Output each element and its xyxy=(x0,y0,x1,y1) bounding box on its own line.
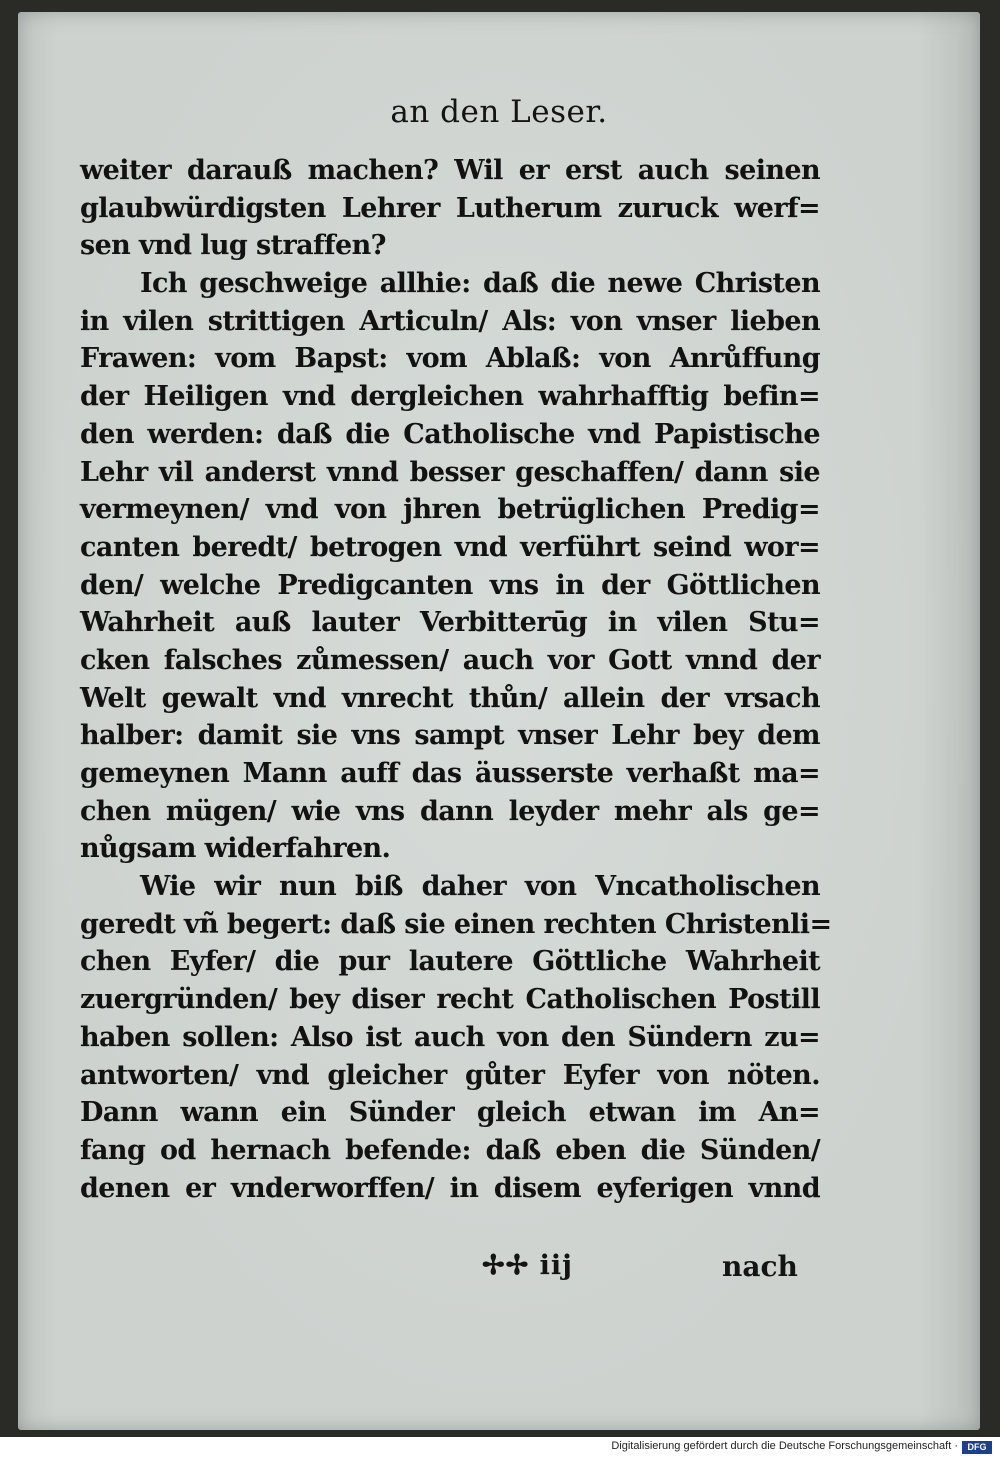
credit-text: Digitalisierung gefördert durch die Deutsche Forschungsgemeinschaft · xyxy=(611,1440,958,1452)
book-page xyxy=(18,12,980,1430)
text-line: vermeynen/ vnd von jhren betrüglichen Predig= xyxy=(80,494,820,526)
credit-bar xyxy=(0,1437,1000,1459)
text-line: weiter darauß machen? Wil er erst auch seinen xyxy=(80,155,820,186)
text-line: gemeynen Mann auff das äusserste verhaßt ma= xyxy=(80,758,820,789)
text-line: chen Eyfer/ die pur lautere Göttliche Wahrheit xyxy=(80,946,820,978)
text-line: Ich geschweige allhie: daß die newe Christen xyxy=(140,268,820,300)
text-line: sen vnd lug straffen? xyxy=(80,230,386,262)
text-line: geredt vñ begert: daß sie einen rechten Christenli= xyxy=(80,908,832,940)
text-line: cken falsches zůmessen/ auch vor Gott vnnd der xyxy=(80,644,820,676)
page-footer xyxy=(18,1250,980,1290)
dfg-logo-icon: DFG xyxy=(962,1441,992,1454)
text-line: Welt gewalt vnd vnrecht thůn/ allein der vrsach xyxy=(80,682,820,714)
text-line: canten beredt/ betrogen vnd verführt seind wor= xyxy=(80,531,820,563)
text-line: den werden: daß die Catholische vnd Papistische xyxy=(80,418,820,450)
catchword: nach xyxy=(722,1250,798,1283)
text-line: fang od hernach befende: daß eben die Sünden/ xyxy=(80,1134,820,1166)
body-text xyxy=(80,152,832,1207)
text-line: Dann wann ein Sünder gleich etwan im An= xyxy=(80,1097,820,1129)
text-line: denen er vnderworffen/ in disem eyferigen vnnd xyxy=(80,1172,820,1204)
text-line: glaubwürdigsten Lehrer Lutherum zuruck werf= xyxy=(80,192,820,224)
text-line: antworten/ vnd gleicher gůter Eyfer von nöten. xyxy=(80,1059,820,1091)
text-line: nůgsam widerfahren. xyxy=(80,833,391,865)
text-line: halber: damit sie vns sampt vnser Lehr bey dem xyxy=(80,720,820,752)
text-line: in vilen strittigen Articuln/ Als: von vnser lieben xyxy=(80,305,820,337)
signature-mark: ✢✢ iij xyxy=(482,1250,573,1281)
text-line: haben sollen: Also ist auch von den Sündern zu= xyxy=(80,1021,820,1053)
text-line: Wie wir nun biß daher von Vncatholischen xyxy=(140,871,820,903)
text-line: den/ welche Predigcanten vns in der Göttlichen xyxy=(80,569,820,601)
text-line: Lehr vil anderst vnnd besser geschaffen/ dann sie xyxy=(80,456,820,488)
running-head: an den Leser. xyxy=(390,94,608,130)
text-line: chen mügen/ wie vns dann leyder mehr als ge= xyxy=(80,795,820,827)
text-line: zuergründen/ bey diser recht Catholischen Postill xyxy=(80,984,820,1016)
text-line: der Heiligen vnd dergleichen wahrhafftig befin= xyxy=(80,381,820,413)
text-line: Wahrheit auß lauter Verbitterūg in vilen Stu= xyxy=(80,607,820,639)
text-line: Frawen: vom Bapst: vom Ablaß: von Anrůffung xyxy=(80,343,820,375)
